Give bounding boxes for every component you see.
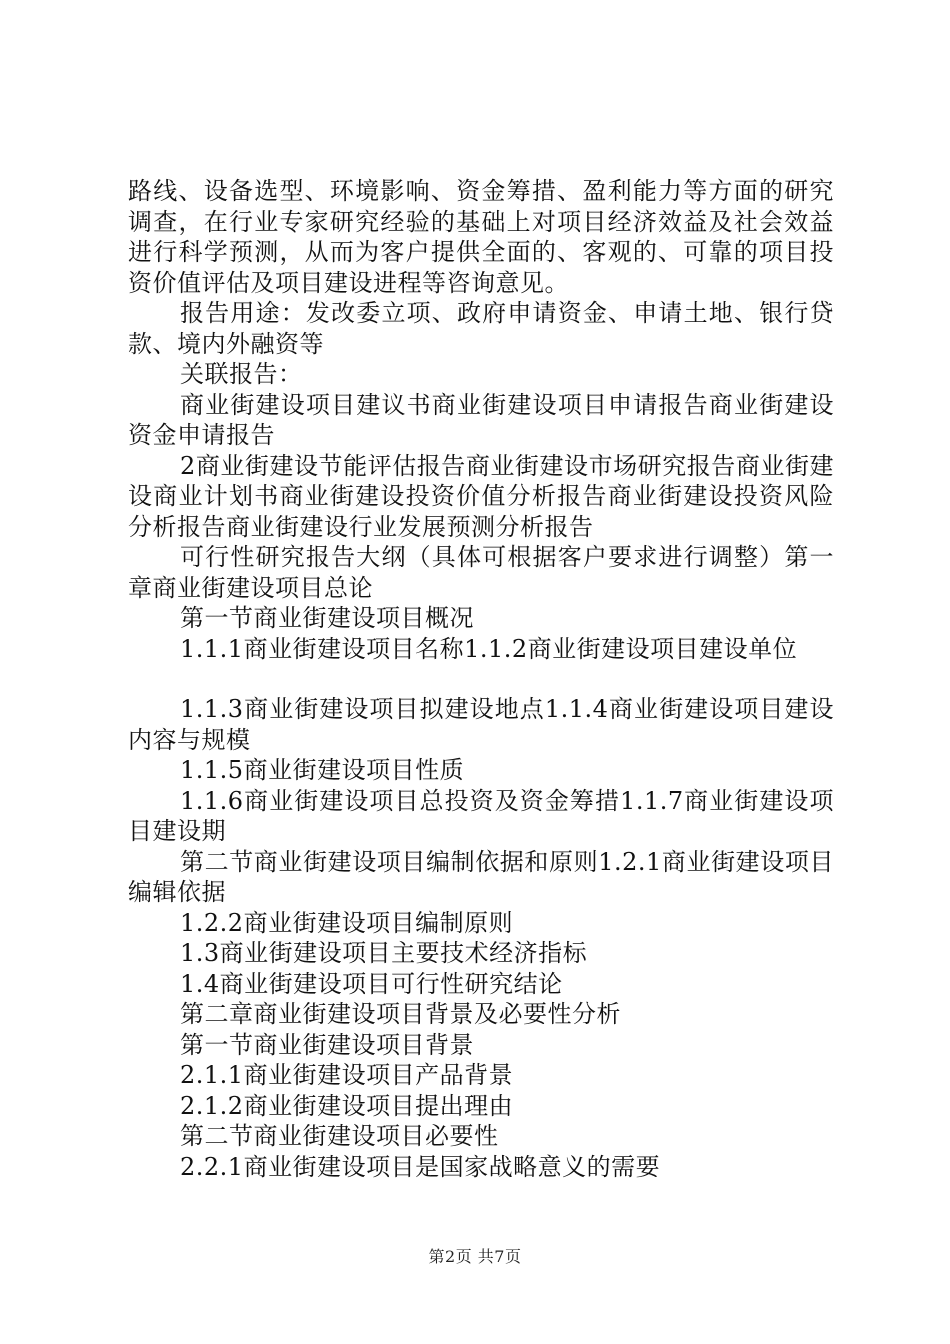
paragraph: 1.1.3商业街建设项目拟建设地点1.1.4商业街建设项目建设内容与规模 [128,695,834,754]
paragraph: 2.2.1商业街建设项目是国家战略意义的需要 [180,1152,661,1181]
paragraph: 1.1.1商业街建设项目名称1.1.2商业街建设项目建设单位 [180,634,798,663]
paragraph: 2商业街建设节能评估报告商业街建设市场研究报告商业街建设商业计划书商业街建设投资价值分析报告商业街建设投资风险分析报告商业街建设行业发展预测分析报告 [128,451,834,541]
paragraph: 第二章商业街建设项目背景及必要性分析 [180,1000,621,1028]
paragraph: 1.4商业街建设项目可行性研究结论 [180,969,563,998]
page-number-footer: 第2页 共7页 [428,1247,522,1266]
paragraph: 1.3商业街建设项目主要技术经济指标 [180,939,588,967]
paragraph: 第一节商业街建设项目背景 [180,1030,474,1059]
paragraph: 2.1.1商业街建设项目产品背景 [180,1061,514,1089]
paragraph: 第一节商业街建设项目概况 [180,604,474,632]
paragraph: 商业街建设项目建议书商业街建设项目申请报告商业街建设资金申请报告 [128,390,834,449]
paragraph: 第二节商业街建设项目编制依据和原则1.2.1商业街建设项目编辑依据 [128,847,834,906]
paragraph: 关联报告： [180,360,303,388]
paragraph: 1.1.5商业街建设项目性质 [180,756,465,784]
paragraph: 2.1.2商业街建设项目提出理由 [180,1091,514,1120]
paragraph: 报告用途：发改委立项、政府申请资金、申请土地、银行贷款、境内外融资等 [128,299,834,358]
document-body [128,176,834,1182]
paragraph: 可行性研究报告大纲（具体可根据客户要求进行调整）第一章商业街建设项目总论 [128,543,834,602]
paragraph: 第二节商业街建设项目必要性 [180,1122,499,1150]
paragraph: 1.1.6商业街建设项目总投资及资金筹措1.1.7商业街建设项目建设期 [128,786,834,845]
paragraph: 路线、设备选型、环境影响、资金筹措、盈利能力等方面的研究调查，在行业专家研究经验的基础上对项目经济效益及社会效益进行科学预测，从而为客户提供全面的、客观的、可靠的项目投资价值评估及项目建设进程等咨询意见。 [128,177,834,297]
paragraph-spacer [128,664,834,694]
paragraph: 1.2.2商业街建设项目编制原则 [180,908,514,937]
